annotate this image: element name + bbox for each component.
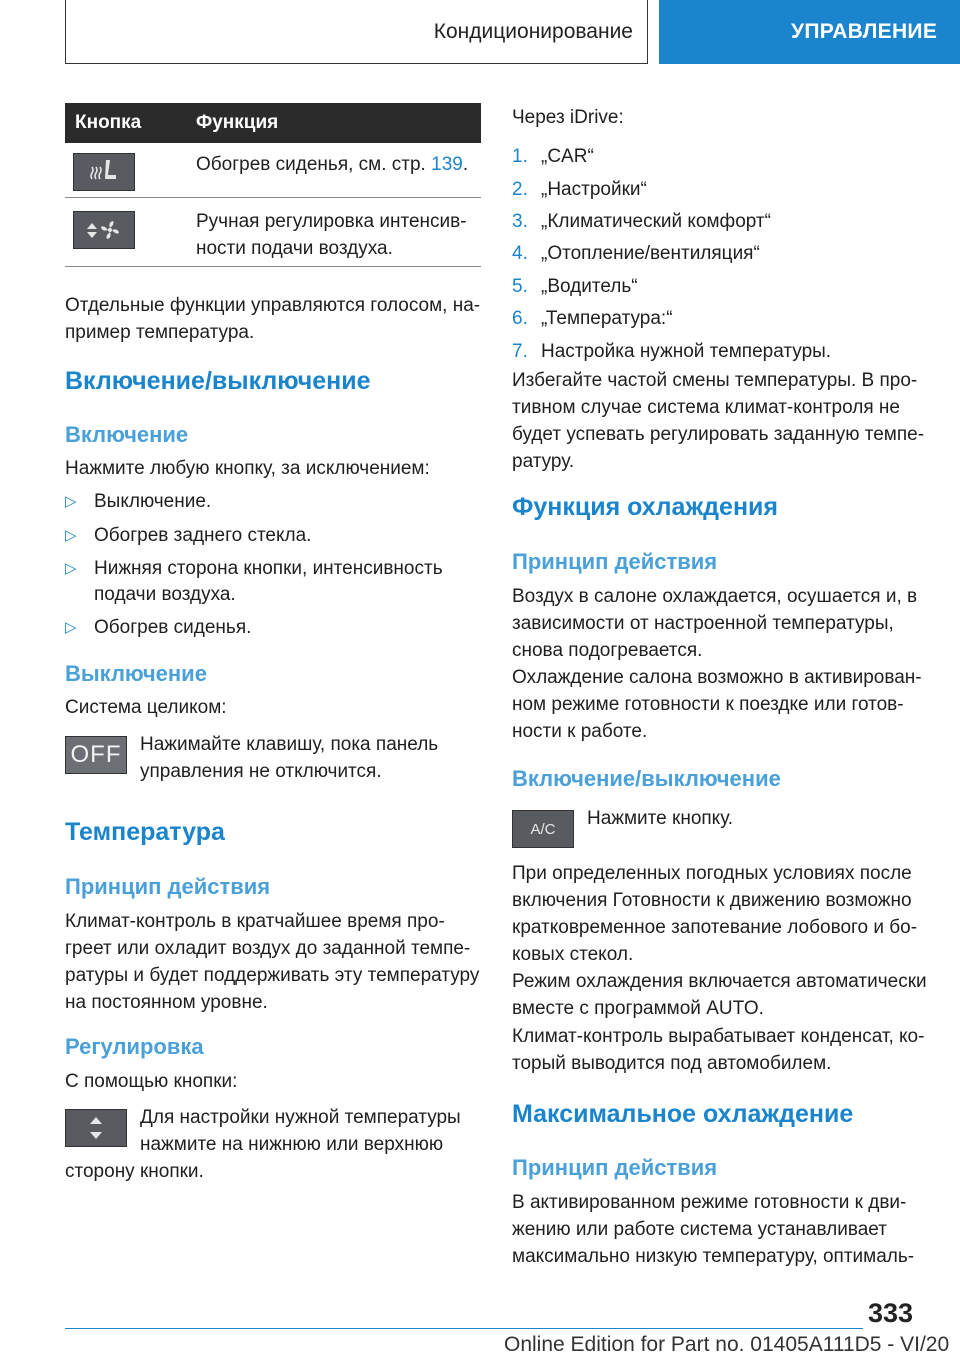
- voice-control-note: Отдельные функции управляются голосом, на- пример температура.: [65, 295, 481, 343]
- table-col-function: Функция: [196, 112, 279, 133]
- idrive-intro: Через iDrive:: [512, 107, 624, 128]
- header-chapter-tab: УПРАВЛЕНИЕ: [659, 0, 960, 64]
- triangle-bullet-icon: ▷: [65, 560, 77, 577]
- seat-heating-icon: [73, 153, 135, 191]
- footer-divider: [65, 1328, 863, 1329]
- ac-button-icon: A/C: [512, 810, 574, 848]
- page-link-139[interactable]: 139: [431, 154, 463, 175]
- cooling-description: Воздух в салоне охлаждается, осушается и, в зависимости от настроенной температуры, снова подогревается.: [512, 586, 918, 661]
- adjust-instruction-end: сторону кнопки.: [65, 1161, 204, 1182]
- heading-principle: Принцип действия: [512, 1155, 718, 1180]
- heading-on: Включение: [65, 422, 189, 447]
- heading-principle: Принцип действия: [65, 874, 271, 899]
- temperature-rocker-icon: [65, 1109, 127, 1147]
- heading-temperature: Температура: [65, 818, 225, 846]
- off-button-icon: OFF: [65, 736, 127, 774]
- triangle-bullet-icon: ▷: [65, 493, 77, 510]
- heading-off: Выключение: [65, 661, 207, 686]
- heading-principle: Принцип действия: [512, 549, 718, 574]
- airflow-intensity-icon: [73, 211, 135, 249]
- heading-adjust: Регулировка: [65, 1034, 204, 1059]
- table-row-seat-heating: Обогрев сиденья, см. стр. 139.: [196, 154, 469, 175]
- ac-instruction: Нажмите кнопку.: [587, 808, 734, 829]
- off-instruction: Нажимайте клавишу, пока панель управления не отключится.: [140, 734, 439, 782]
- table-divider: [65, 197, 481, 198]
- table-row-airflow: Ручная регулировка интенсив- ности подачи воздуха.: [196, 211, 467, 259]
- condensate-note: Климат-контроль вырабатывает конденсат, ко- торый выводится под автомобилем.: [512, 1026, 925, 1074]
- table-header: [65, 103, 481, 143]
- triangle-bullet-icon: ▷: [65, 619, 77, 636]
- triangle-bullet-icon: ▷: [65, 527, 77, 544]
- page-number: 333: [868, 1298, 914, 1328]
- heading-on-off: Включение/выключение: [65, 367, 371, 395]
- temperature-description: Климат-контроль в кратчайшее время про- греет или охладит воздух до заданной темпе- ратуры и будет поддерживать эту температуру на постоянном уровне.: [65, 911, 480, 1013]
- heading-on-off: Включение/выключение: [512, 766, 781, 791]
- heading-cooling: Функция охлаждения: [512, 493, 779, 521]
- header-section-title: Кондиционирование: [65, 0, 648, 64]
- auto-note: Режим охлаждения включается автоматически вместе с программой AUTO.: [512, 971, 927, 1019]
- adjust-intro: С помощью кнопки:: [65, 1071, 238, 1092]
- off-intro: Система целиком:: [65, 697, 227, 718]
- avoid-note: Избегайте частой смены температуры. В про- тивном случае система климат-контроля не будет успевать регулировать заданную темпе- ратуру.: [512, 370, 925, 472]
- footer-edition: Online Edition for Part no. 01405A111D5 - VI/20: [504, 1333, 950, 1356]
- heading-max-cooling: Максимальное охлаждение: [512, 1100, 854, 1128]
- on-intro: Нажмите любую кнопку, за исключением:: [65, 458, 430, 479]
- condensation-note: При определенных погодных условиях после включения Готовности к движению возможно кратковременное запотевание лобового и бо- ковых стекол.: [512, 863, 918, 965]
- table-divider: [65, 266, 481, 267]
- table-col-button: Кнопка: [75, 112, 142, 133]
- max-cooling-description: В активированном режиме готовности к дви- жению или работе система устанавливает максимально низкую температуру, оптималь-: [512, 1192, 915, 1267]
- adjust-instruction: Для настройки нужной температуры нажмите на нижнюю или верхнюю: [140, 1107, 461, 1155]
- cooling-availability: Охлаждение салона возможно в активирован- ном режиме готовности к поездке или готов- ности к работе.: [512, 667, 922, 742]
